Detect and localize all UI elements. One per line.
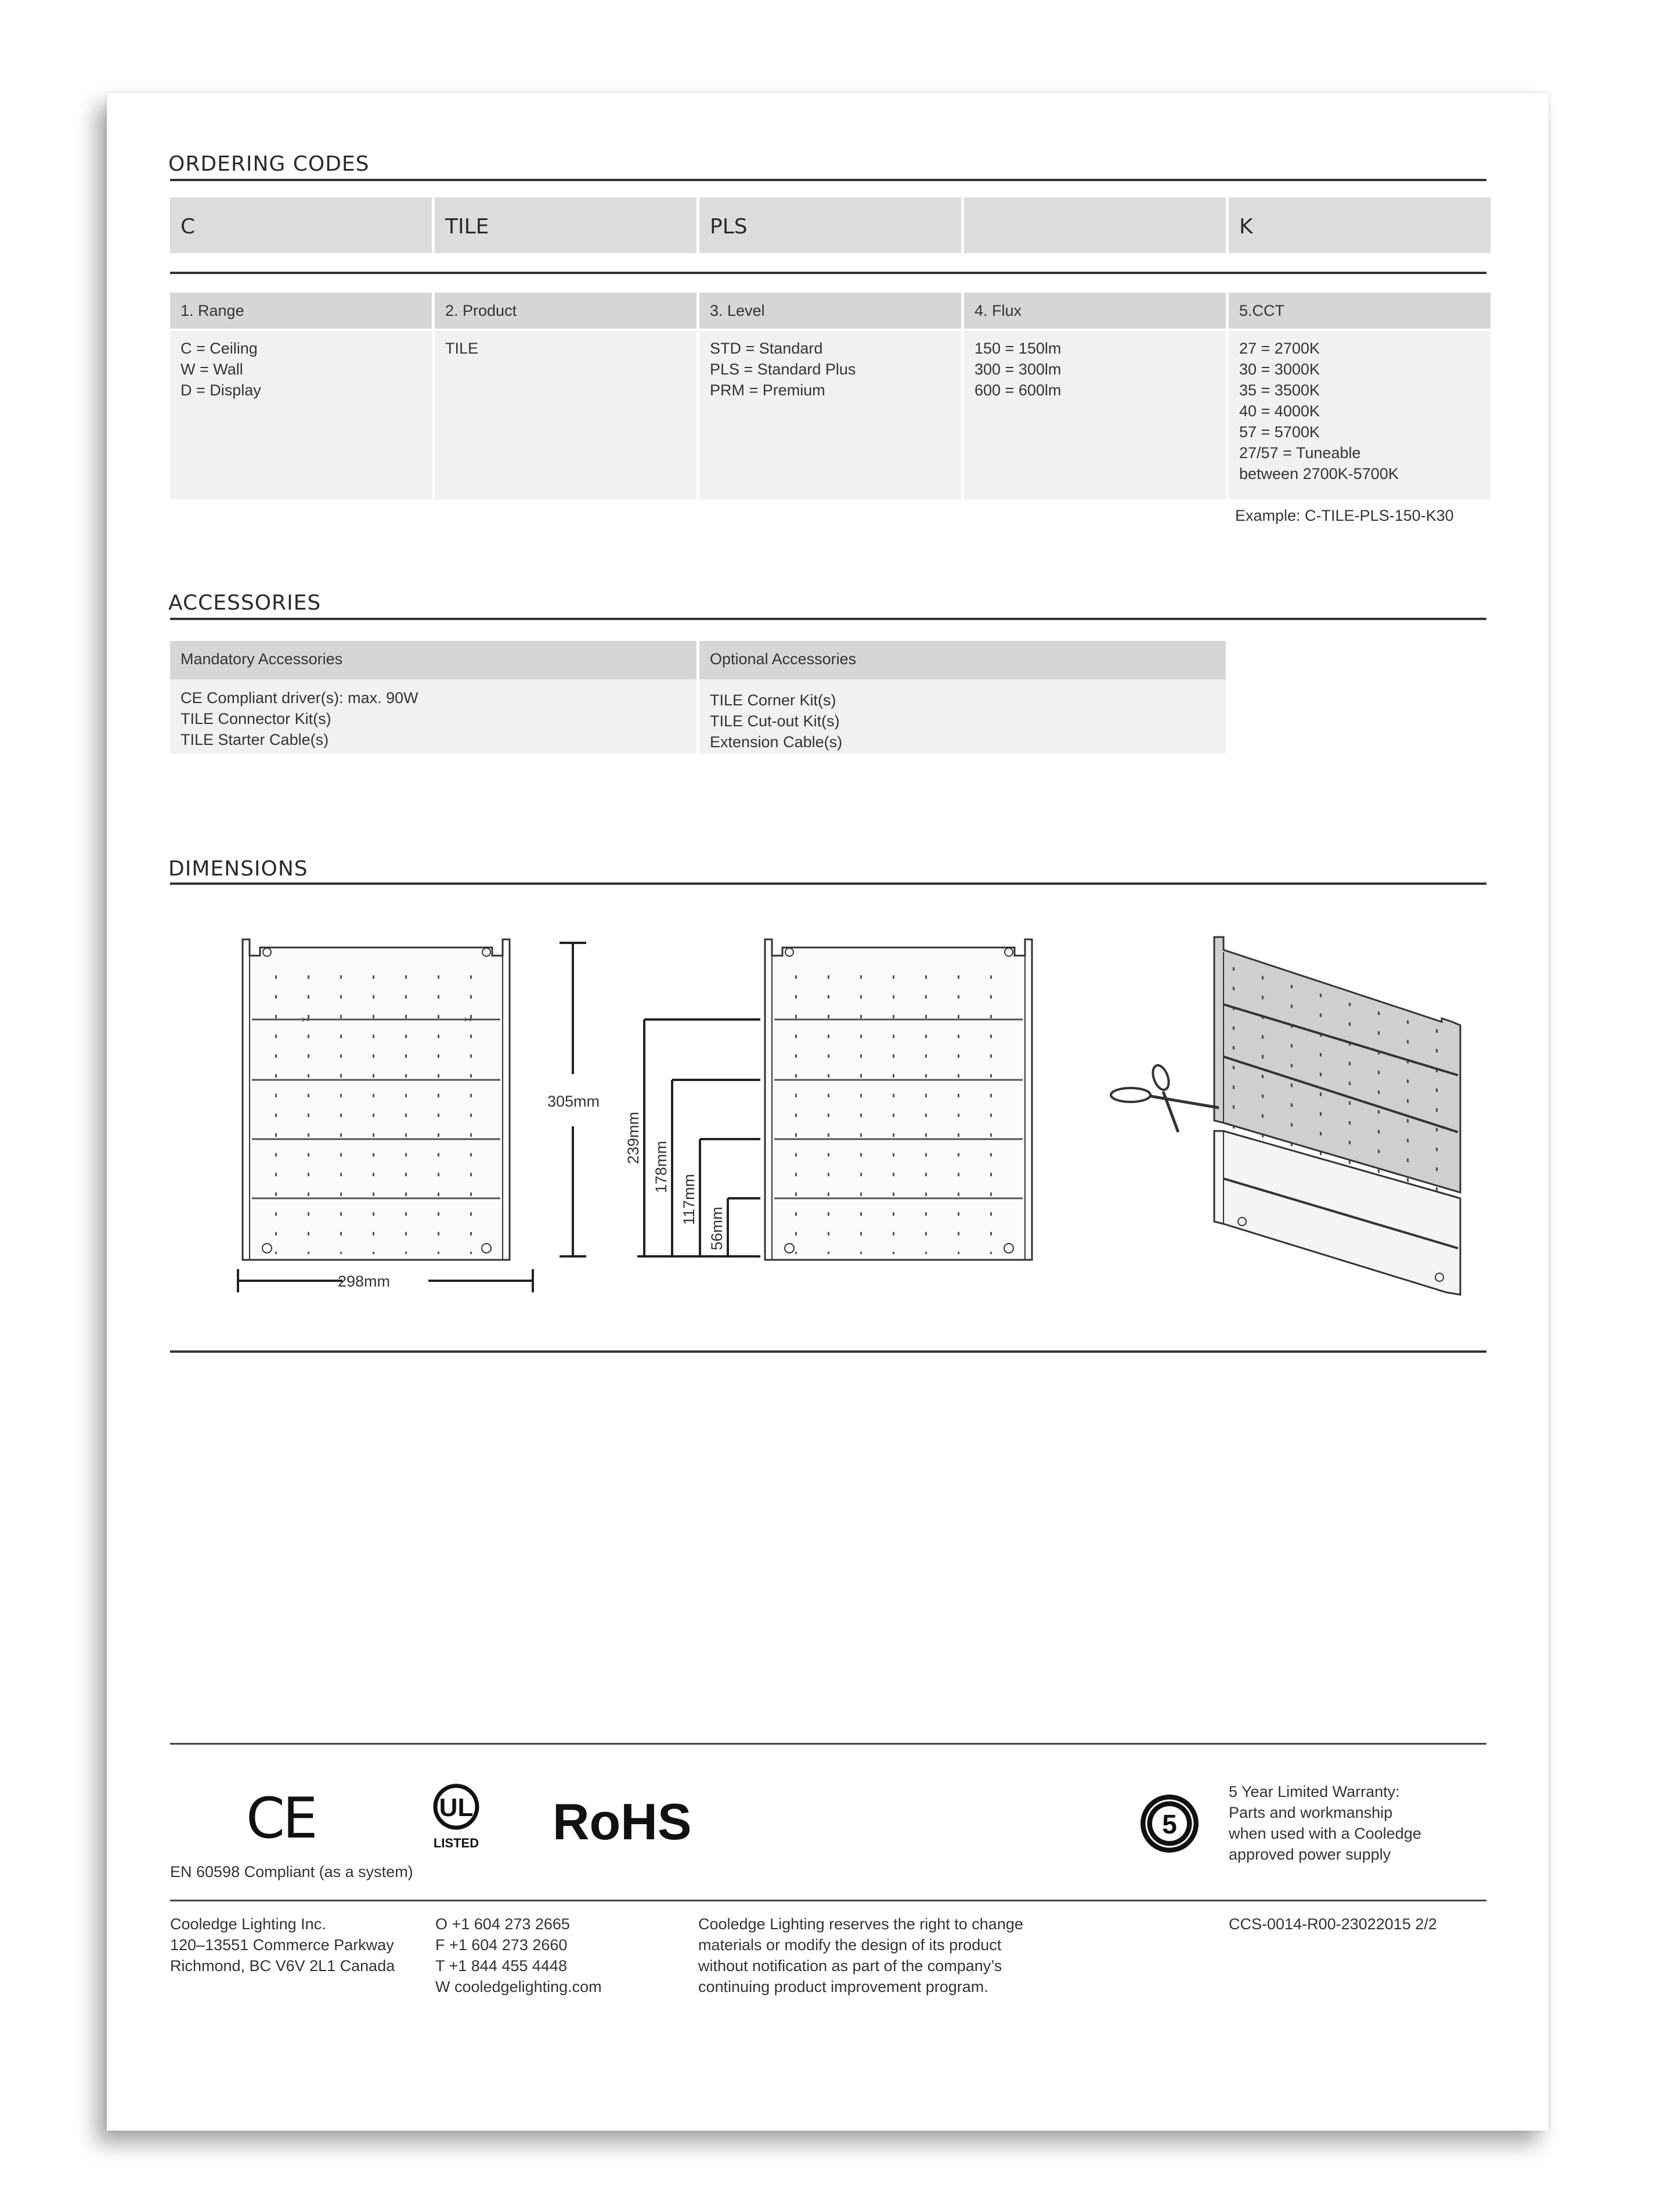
warranty-line: approved power supply: [1229, 1846, 1391, 1863]
accessories-title: ACCESSORIES: [168, 591, 322, 615]
cct-option: 35 = 3500K: [1239, 381, 1320, 399]
level-option: PLS = Standard Plus: [710, 361, 856, 378]
optional-item: TILE Corner Kit(s): [710, 691, 836, 709]
header-range: 1. Range: [170, 293, 432, 329]
flux-option: 600 = 600lm: [975, 381, 1062, 399]
website-link[interactable]: W cooledgelighting.com: [435, 1978, 602, 1995]
ordering-example: Example: C-TILE-PLS-150-K30: [1235, 507, 1454, 524]
code-range: C: [170, 197, 432, 253]
footer-rule: [170, 1900, 1486, 1901]
cut-label-239: 239mm: [625, 1111, 642, 1165]
tile-front-view: [243, 939, 510, 1260]
optional-item: Extension Cable(s): [710, 733, 843, 751]
header-level: 3. Level: [699, 293, 961, 329]
flux-option: 150 = 150lm: [975, 340, 1062, 357]
warranty-line: when used with a Cooledge: [1229, 1825, 1421, 1842]
tile-cut-view: [765, 939, 1032, 1260]
header-flux: 4. Flux: [964, 293, 1226, 329]
cut-height-brackets: [637, 1019, 760, 1256]
svg-text:UL: UL: [439, 1793, 474, 1822]
header-product: 2. Product: [435, 293, 696, 329]
disclaimer-line: continuing product improvement program.: [698, 1978, 988, 1995]
svg-text:✂: ✂: [302, 1015, 310, 1025]
address-line: Cooledge Lighting Inc.: [170, 1915, 326, 1933]
address-line: Richmond, BC V6V 2L1 Canada: [170, 1957, 395, 1975]
cct-option: 30 = 3000K: [1239, 361, 1320, 378]
mandatory-item: TILE Starter Cable(s): [181, 731, 329, 748]
warranty-line: Parts and workmanship: [1229, 1804, 1393, 1821]
warranty-badge-icon: [1138, 1792, 1201, 1856]
address-line: 120–13551 Commerce Parkway: [170, 1936, 394, 1954]
range-option: C = Ceiling: [181, 340, 258, 357]
cct-option: 27/57 = Tuneable: [1239, 444, 1361, 462]
disclaimer-line: Cooledge Lighting reserves the right to change: [698, 1915, 1023, 1933]
level-option: PRM = Premium: [710, 381, 825, 399]
svg-text:✂: ✂: [464, 1015, 472, 1025]
dimensions-title: DIMENSIONS: [168, 857, 308, 881]
compliance-text: EN 60598 Compliant (as a system): [170, 1863, 413, 1880]
tile-cutting-illustration: [1214, 937, 1460, 1295]
warranty-badge-number: 5: [1162, 1809, 1177, 1839]
mandatory-item: CE Compliant driver(s): max. 90W: [181, 689, 418, 707]
contact-line: F +1 604 273 2660: [435, 1936, 568, 1954]
header-cct: 5.CCT: [1229, 293, 1490, 329]
level-option: STD = Standard: [710, 340, 823, 357]
ce-mark: CE: [246, 1786, 316, 1851]
code-cct: K: [1229, 197, 1490, 253]
code-product: TILE: [435, 197, 696, 253]
cct-option: 40 = 4000K: [1239, 402, 1320, 420]
disclaimer-line: materials or modify the design of its product: [698, 1936, 1002, 1954]
header-mandatory: Mandatory Accessories: [170, 641, 696, 679]
contact-line: T +1 844 455 4448: [435, 1957, 567, 1975]
ul-listed-text: LISTED: [433, 1836, 479, 1850]
cct-option: between 2700K-5700K: [1239, 465, 1399, 482]
cut-label-178: 178mm: [652, 1140, 670, 1194]
scissors-icon: [1111, 1063, 1219, 1132]
ordering-codes-title: ORDERING CODES: [168, 152, 370, 176]
flux-option: 300 = 300lm: [975, 361, 1062, 378]
cct-option: 27 = 2700K: [1239, 340, 1320, 357]
warranty-line: 5 Year Limited Warranty:: [1229, 1783, 1400, 1800]
mandatory-item: TILE Connector Kit(s): [181, 710, 331, 727]
cut-label-117: 117mm: [680, 1173, 698, 1226]
ul-listed-icon: [432, 1784, 488, 1851]
disclaimer: [698, 1914, 1023, 1997]
width-label: 298mm: [337, 1273, 391, 1290]
height-label: 305mm: [547, 1093, 600, 1110]
range-option: D = Display: [181, 381, 261, 399]
company-contacts: [435, 1914, 602, 1997]
dimensions-end-rule: [170, 1350, 1486, 1353]
code-level: PLS: [699, 197, 961, 253]
warranty-text: [1229, 1781, 1421, 1865]
header-optional: Optional Accessories: [699, 641, 1226, 679]
disclaimer-line: without notification as part of the company’s: [698, 1957, 1002, 1975]
document-code: CCS-0014-R00-23022015 2/2: [1229, 1915, 1437, 1933]
cut-label-56: 56mm: [708, 1206, 726, 1251]
rohs-mark: RoHS: [553, 1793, 692, 1850]
certifications-rule: [170, 1743, 1486, 1745]
contact-line: O +1 604 273 2665: [435, 1915, 570, 1933]
optional-item: TILE Cut-out Kit(s): [710, 712, 840, 730]
cct-option: 57 = 5700K: [1239, 423, 1320, 441]
product-option: TILE: [445, 340, 479, 357]
company-address: [170, 1914, 395, 1976]
range-option: W = Wall: [181, 361, 243, 378]
